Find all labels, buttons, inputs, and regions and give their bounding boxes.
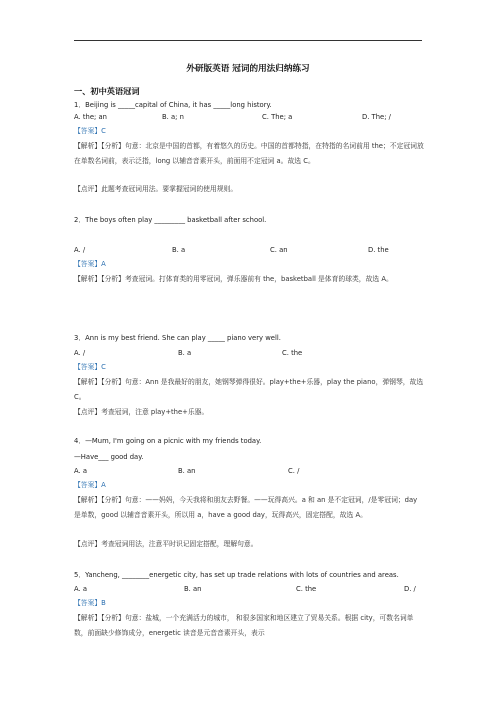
q4-option-b: B. an <box>178 467 196 475</box>
q1-option-a: A. the; an <box>74 113 107 121</box>
q3-option-c: C. the <box>282 349 303 357</box>
q4-answer: 【答案】A <box>74 481 106 489</box>
q2-option-d: D. the <box>368 246 389 254</box>
q3-comment: 【点评】考查冠词，注意 play+the+乐器。 <box>74 408 209 416</box>
q4-comment: 【点评】考查冠词用法，注意平时识记固定搭配，理解句意。 <box>74 540 258 548</box>
q3-option-b: B. a <box>178 349 192 357</box>
q2-analysis: 【解析】【分析】考查冠词。打体育类的用零冠词，弹乐器前有 the，basketball 是体育的球类，故选 A。 <box>74 275 393 283</box>
question-1-text: 1．Beijing is _____capital of China, it has _____long history. <box>74 101 272 109</box>
q2-answer: 【答案】A <box>74 260 106 268</box>
q1-option-c: C. The; a <box>262 113 293 121</box>
q5-option-a: A. a <box>74 585 88 593</box>
q5-option-d: D. / <box>404 585 416 593</box>
question-4-reply: —Have___ good day. <box>74 453 144 461</box>
q5-answer: 【答案】B <box>74 599 106 607</box>
q1-option-b: B. a; n <box>162 113 184 121</box>
q3-option-a: A. / <box>74 349 86 357</box>
question-4-text: 4．—Mum, I'm going on a picnic with my friends today. <box>74 437 262 445</box>
q2-option-c: C. an <box>270 246 288 254</box>
question-3-text: 3．Ann is my best friend. She can play _____ piano very well. <box>74 334 281 342</box>
q3-answer: 【答案】C <box>74 363 106 371</box>
q5-option-b: B. an <box>184 585 202 593</box>
section-heading: 一、初中英语冠词 <box>74 86 140 96</box>
q1-analysis: 【解析】【分析】句意：北京是中国的首都，有着悠久的历史。中国的首都特指，在特指的名词前用 the；不定冠词放在单数名词前，表示泛指，long 以辅音音素开头，前面用不定冠词 a。故选 C。 <box>74 142 424 165</box>
q4-option-a: A. a <box>74 467 88 475</box>
q2-option-b: B. a <box>172 246 186 254</box>
q1-comment: 【点评】此题考查冠词用法。要掌握冠词的使用规则。 <box>74 185 238 193</box>
question-2-text: 2．The boys often play _________ basketball after school. <box>74 216 267 224</box>
q2-option-a: A. / <box>74 246 86 254</box>
q4-option-c: C. / <box>288 467 300 475</box>
q5-option-c: C. the <box>296 585 317 593</box>
q4-analysis: 【解析】【分析】句意：——妈妈，今天我将和朋友去野餐。——玩得高兴。a 和 an 是不定冠词，/是零冠词；day 是单数，good 以辅音音素开头，所以用 a，have a good day，玩得高兴，固定搭配，故选 A。 <box>74 496 418 519</box>
q5-analysis: 【解析】【分析】句意：盐城，一个充满活力的城市， 和很多国家和地区建立了贸易关系。根据 city，可数名词单数，前面缺少修饰成分，energetic 读音是元音音素开头，表示 <box>74 614 414 637</box>
question-5-text: 5．Yancheng, ________energetic city, has set up trade relations with lots of countries and areas. <box>74 571 399 579</box>
document-title: 外研版英语 冠词的用法归纳练习 <box>186 64 310 74</box>
header-rule <box>74 40 422 41</box>
q3-analysis: 【解析】【分析】句意：Ann 是我最好的朋友，她钢琴弹得很好。play+the+乐器，play the piano，弹钢琴，故选 C。 <box>74 378 424 401</box>
q1-answer: 【答案】C <box>74 127 106 135</box>
q1-option-d: D. The; / <box>362 113 391 121</box>
